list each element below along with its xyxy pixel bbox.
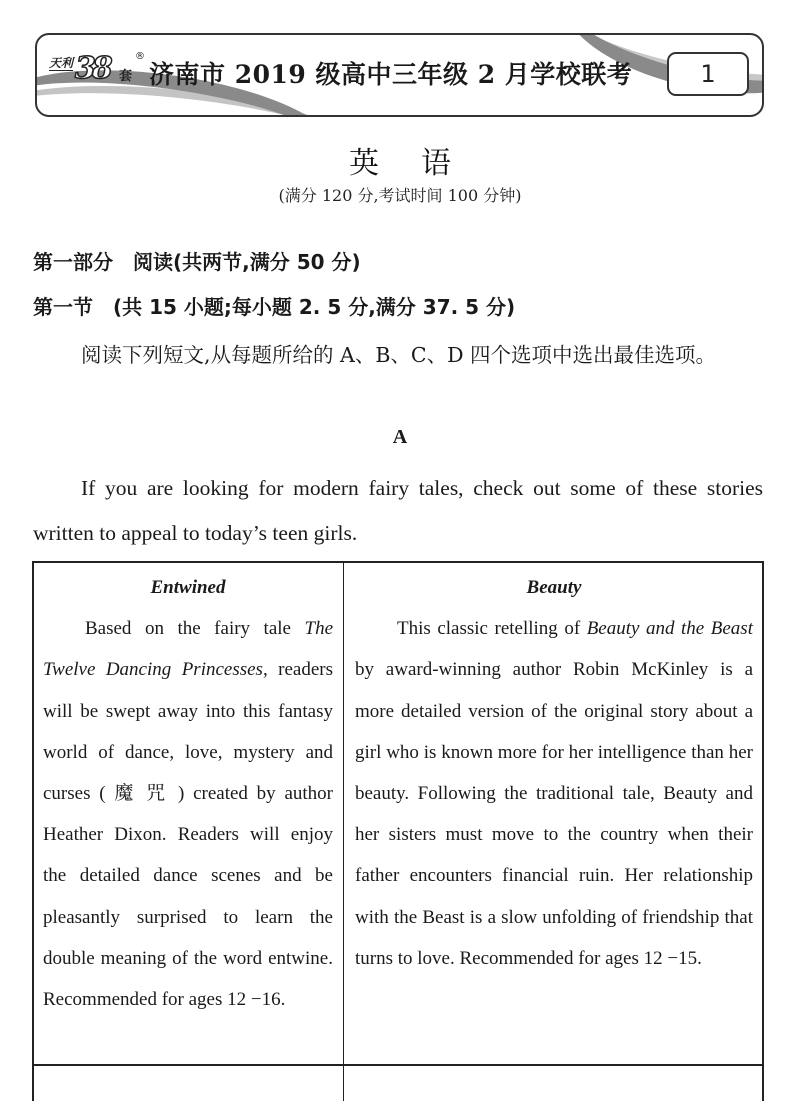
row-divider (34, 1064, 762, 1066)
desc-text: This classic retelling of (397, 618, 587, 640)
desc-text: Based on the fairy tale (85, 618, 305, 640)
desc-italic-title: The Twelve Dancing Princesses (43, 618, 333, 681)
registered-mark-icon: ® (135, 51, 145, 62)
book-cell-beauty (355, 563, 753, 979)
page-number-box (667, 52, 749, 96)
desc-text: , readers will be swept away into this fantasy world of dance, love, mystery and curses ( 魔 咒 ) created by author Heather Dixon. Readers will enjoy the detailed dance scenes and be pleasantly surprised to learn the double meaning of the word entwine. Recommended for ages 12 −16. (43, 659, 333, 1011)
score-time-note: (满分 120 分,考试时间 100 分钟) (278, 186, 522, 205)
instructions-text: 阅读下列短文,从每题所给的 A、B、C、D 四个选项中选出最佳选项。 (81, 343, 717, 367)
desc-text: by award-winning author Robin McKinley is a more detailed version of the original story about a girl who is known more for her intelligence than her beauty. Following the traditional tale, Beauty and her sisters must move to the country when their father encounters financial ruin. Her relationship with the Beast is a slow unfolding of friendship that turns to love. Recommended for ages 12 −15. (355, 659, 753, 969)
desc-italic-title: Beauty and the Beast (586, 618, 753, 640)
page-number: 1 (700, 60, 716, 88)
logo-suffix: 套 (119, 69, 133, 84)
column-divider (343, 563, 344, 1101)
book-description (355, 608, 753, 979)
book-table (32, 561, 764, 1101)
part-heading: 第一部分 阅读(共两节,满分 50 分) (33, 250, 361, 274)
book-title: Beauty (526, 577, 582, 598)
book-title: Entwined (150, 577, 226, 598)
logo-number: 38 (75, 51, 109, 86)
book-cell-entwined (43, 563, 333, 1020)
exam-header-banner (35, 33, 764, 117)
book-description (43, 608, 333, 1020)
publisher-logo (49, 53, 147, 93)
section-heading: 第一节 (共 15 小题;每小题 2. 5 分,满分 37. 5 分) (33, 295, 516, 319)
passage-label: A (392, 426, 408, 448)
logo-text: 天利 (49, 56, 74, 70)
passage-intro: If you are looking for modern fairy tales, check out some of these stories written to appeal to today’s teen girls. (33, 476, 763, 545)
exam-title: 济南市 2019 级高中三年级 2 月学校联考 (149, 60, 633, 89)
subject-title: 英语 (349, 146, 493, 181)
